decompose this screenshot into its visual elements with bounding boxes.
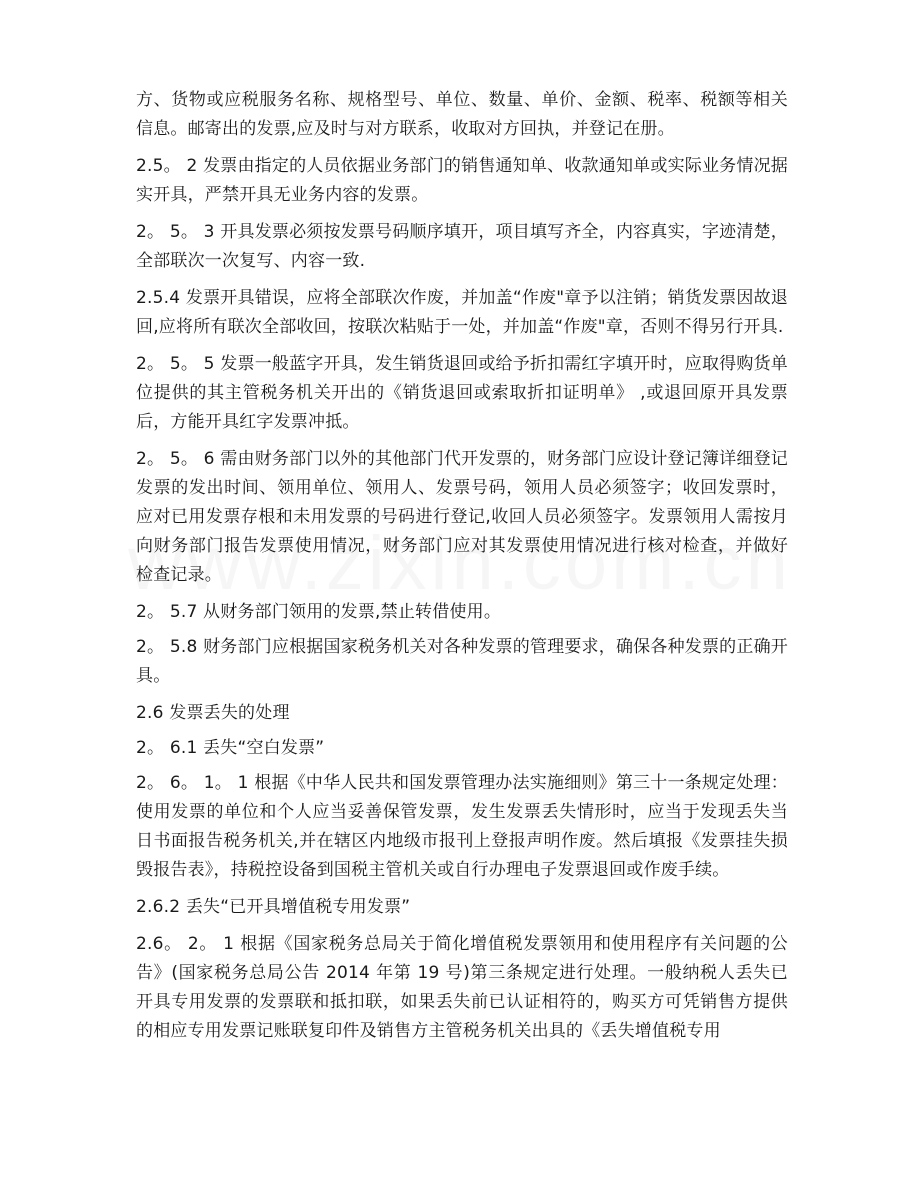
paragraph-2-5-2: 2.5。 2 发票由指定的人员依据业务部门的销售通知单、收款通知单或实际业务情况据实开具，严禁开具无业务内容的发票。 [136, 156, 788, 205]
paragraph-2-5-8: 2。 5.8 财务部门应根据国家税务机关对各种发票的管理要求，确保各种发票的正确开具。 [136, 637, 788, 686]
paragraph-2-6-1-1: 2。 6。 1。 1 根据《中华人民共和国发票管理办法实施细则》第三十一条规定处理：使用发票的单位和个人应当妥善保管发票，发生发票丢失情形时，应当于发现丢失当日书面报告税务机关,并在辖区内地级市报刊上登报声明作废。然后填报《发票挂失损毁报告表》，持税控设备到国税主管机关或自行办理电子发票退回或作废手续。 [136, 773, 788, 880]
document-page [136, 86, 788, 1054]
subsection-heading-2-6-1: 2。 6.1 丢失“空白发票” [136, 738, 325, 758]
paragraph-2-5-5: 2。 5。 5 发票一般蓝字开具，发生销货退回或给予折扣需红字填开时，应取得购货单位提供的其主管税务机关开出的《销货退回或索取折扣证明单》 ,或退回原开具发票后，方能开具红字发票冲抵。 [136, 354, 788, 432]
paragraph-invoice-mailing: 方、货物或应税服务名称、规格型号、单位、数量、单价、金额、税率、税额等相关信息。邮寄出的发票,应及时与对方联系，收取对方回执，并登记在册。 [136, 90, 788, 139]
subsection-heading-2-6-2: 2.6.2 丢失“已开具增值税专用发票” [136, 897, 411, 917]
paragraph-2-6-2-1: 2.6。 2。 1 根据《国家税务总局关于简化增值税发票领用和使用程序有关问题的公告》(国家税务总局公告 2014 年第 19 号)第三条规定进行处理。一般纳税人丢失已开具专用发票的发票联和抵扣联，如果丢失前已认证相符的，购买方可凭销售方提供的相应专用发票记账联复印件及销售方主管税务机关出具的《丢失增值税专用 [136, 934, 788, 1041]
section-heading-2-6: 2.6 发票丢失的处理 [136, 703, 290, 723]
paragraph-2-5-7: 2。 5.7 从财务部门领用的发票,禁止转借使用。 [136, 602, 502, 622]
paragraph-2-5-6: 2。 5。 6 需由财务部门以外的其他部门代开发票的，财务部门应设计登记簿详细登记发票的发出时间、领用单位、领用人、发票号码，领用人员必须签字；收回发票时，应对已用发票存根和未用发票的号码进行登记,收回人员必须签字。发票领用人需按月向财务部门报告发票使用情况，财务部门应对其发票使用情况进行核对检查，并做好检查记录。 [136, 449, 788, 585]
paragraph-2-5-4: 2.5.4 发票开具错误，应将全部联次作废，并加盖“作废"章予以注销；销货发票因故退回,应将所有联次全部收回，按联次粘贴于一处，并加盖“作废"章，否则不得另行开具. [136, 288, 788, 337]
paragraph-2-5-3: 2。 5。 3 开具发票必须按发票号码顺序填开，项目填写齐全，内容真实，字迹清楚，全部联次一次复写、内容一致. [136, 222, 788, 271]
